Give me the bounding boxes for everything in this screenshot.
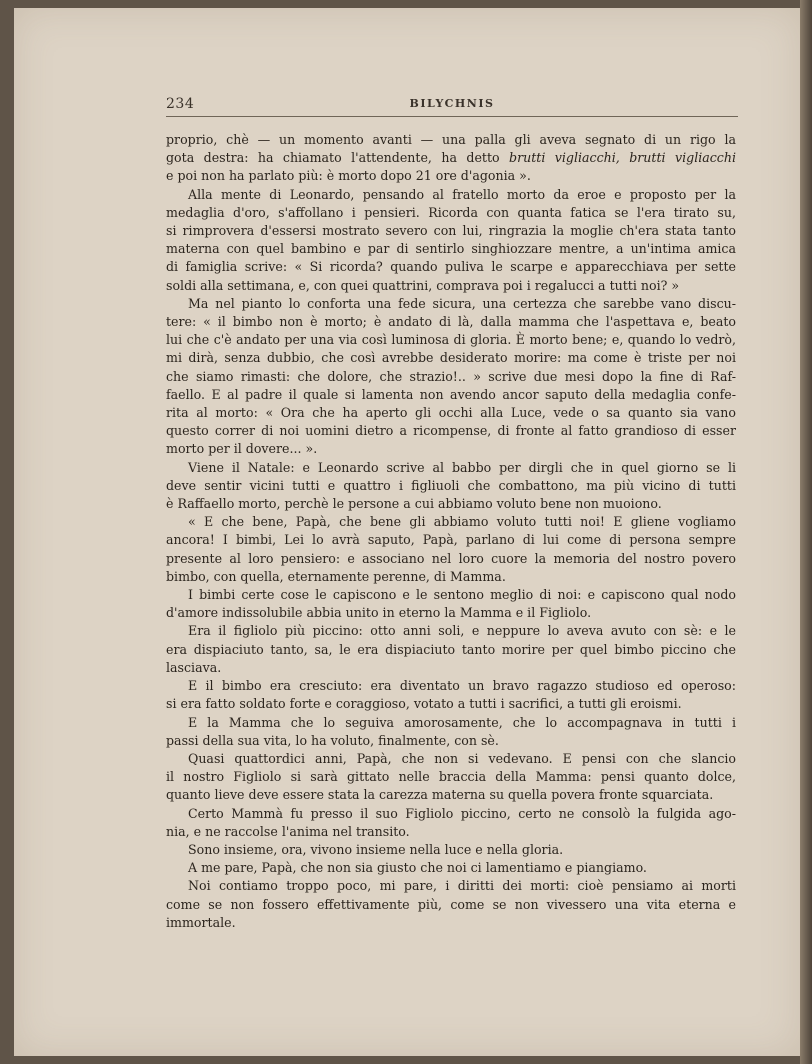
text-line [166,404,736,422]
text-line [166,349,736,367]
line-text: bimbo, con quella, eternamente perenne, di Mamma. [166,568,506,584]
text-line [166,258,736,276]
text-line [166,677,736,695]
line-text: che siamo rimasti: che dolore, che strazio!.. » scrive due mesi dopo la fine di Raf- [166,368,736,384]
line-text: era dispiaciuto tanto, sa, le era dispiaciuto tanto morire per quel bimbo piccino che [166,641,736,657]
line-text: di famiglia scrive: « Si ricorda? quando puliva le scarpe e apparecchiava per sette [166,259,736,275]
text-line [166,459,736,477]
line-text: faello. E al padre il quale si lamenta non avendo ancor saputo della medaglia confe- [166,386,736,402]
line-text: questo correr di noi uomini dietro a ricompense, di fronte al fatto grandioso di esser [166,423,736,439]
text-line [166,786,736,804]
line-text: I bimbi certe cose le capiscono e le sentono meglio di noi: e capiscono qual nodo [188,587,736,603]
line-text: materna con quel bambino e par di sentirlo singhiozzare mentre, a un'intima amica [166,241,736,257]
line-text: deve sentir vicini tutti e quattro i figliuoli che combattono, ma più vicino di tutti [166,477,736,493]
line-text: nia, e ne raccolse l'anima nel transito. [166,823,410,839]
line-text: Era il figliolo più piccino: otto anni soli, e neppure lo aveva avuto con sè: e le [188,623,736,639]
line-text: lui che c'è andato per una via così luminosa di gloria. È morto bene; e, quando lo vedrò, [166,332,736,348]
line-text: E il bimbo era cresciuto: era diventato un bravo ragazzo studioso ed operoso: [188,678,736,694]
line-text: E la Mamma che lo seguiva amorosamente, che lo accompagnava in tutti i [188,714,736,730]
text-line [166,222,736,240]
line-text: presente al loro pensiero: e associano nel loro cuore la memoria del nostro povero [166,550,736,566]
line-text: Viene il Natale: e Leonardo scrive al babbo per dirgli che in quel giorno se li [188,459,736,475]
page-header [166,96,738,117]
line-text: si rimprovera d'essersi mostrato severo con lui, ringrazia la moglie ch'era stata tanto [166,223,736,239]
line-text: il nostro Figliolo si sarà gittato nelle braccia della Mamma: pensi quanto dolce, [166,769,736,785]
text-line [166,295,736,313]
line-text: quanto lieve deve essere stata la carezza materna su quella povera fronte squarciata. [166,787,714,803]
text-line [166,531,736,549]
text-line [166,495,736,513]
line-text: mi dirà, senza dubbio, che così avrebbe desiderato morire: ma come è triste per noi [166,350,736,366]
text-line [166,841,736,859]
line-text: soldi alla settimana, e, con quei quattrini, comprava poi i regalucci a tutti noi? » [166,277,680,293]
text-line [166,313,736,331]
text-line [166,186,736,204]
line-text: medaglia d'oro, s'affollano i pensieri. Ricorda con quanta fatica se l'era tirato su, [166,204,736,220]
body-text [166,131,736,932]
text-line [166,768,736,786]
line-text: come se non fossero effettivamente più, come se non vivessero una vita eterna e [166,896,736,912]
line-text: Noi contiamo troppo poco, mi pare, i diritti dei morti: cioè pensiamo ai morti [188,878,736,894]
adjacent-page-edge [800,0,812,1064]
line-text: tere: « il bimbo non è morto; è andato di là, dalla mamma che l'aspettava e, beato [166,314,736,330]
line-text: gota destra: ha chiamato l'attendente, ha detto [166,150,510,166]
text-line [166,240,736,258]
text-line [166,277,736,295]
text-line [166,604,736,622]
text-line [166,386,736,404]
text-line [166,805,736,823]
text-line [166,622,736,640]
running-title: BILYCHNIS [409,97,495,110]
text-line [166,204,736,222]
page-number: 234 [166,96,195,112]
line-text: rita al morto: « Ora che ha aperto gli occhi alla Luce, vede o sa quanto sia vano [166,405,736,421]
text-line [166,732,736,750]
text-line [166,914,736,932]
line-text: è Raffaello morto, perchè le persone a cui abbiamo voluto bene non muoiono. [166,496,662,512]
line-text: lasciava. [166,659,222,675]
line-text: morto per il dovere... ». [166,441,318,457]
text-line [166,750,736,768]
text-line [166,896,736,914]
text-line [166,859,736,877]
text-line [166,586,736,604]
italic-quote: brutti vigliacchi, brutti vigliacchi [509,150,736,166]
line-text: Ma nel pianto lo conforta una fede sicura, una certezza che sarebbe vano discu- [188,295,736,311]
text-line [166,714,736,732]
text-line [166,149,736,167]
text-line [166,659,736,677]
text-line [166,422,736,440]
line-text: immortale. [166,914,236,930]
text-line [166,641,736,659]
text-line [166,823,736,841]
text-line [166,167,736,185]
line-text: ancora! I bimbi, Lei lo avrà saputo, Papà, parlano di lui come di persona sempre [166,532,736,548]
text-line [166,550,736,568]
line-text: A me pare, Papà, che non sia giusto che noi ci lamentiamo e piangiamo. [188,860,647,876]
text-line [166,477,736,495]
text-line [166,331,736,349]
line-text: d'amore indissolubile abbia unito in eterno la Mamma e il Figliolo. [166,605,592,621]
line-text: Certo Mammà fu presso il suo Figliolo piccino, certo ne consolò la fulgida ago- [188,805,736,821]
text-line [166,440,736,458]
line-text: proprio, chè — un momento avanti — una palla gli aveva segnato di un rigo la [166,132,736,147]
line-text: Alla mente di Leonardo, pensando al fratello morto da eroe e proposto per la [188,186,736,202]
text-line [166,368,736,386]
text-line [166,695,736,713]
line-text: e poi non ha parlato più: è morto dopo 21 ore d'agonia ». [166,168,531,184]
text-line [166,877,736,895]
line-text: passi della sua vita, lo ha voluto, finalmente, con sè. [166,732,499,748]
text-line [166,131,736,149]
line-text: « E che bene, Papà, che bene gli abbiamo voluto tutti noi! E gliene vogliamo [188,514,736,530]
text-line [166,513,736,531]
line-text: Sono insieme, ora, vivono insieme nella luce e nella gloria. [188,841,564,857]
text-line [166,568,736,586]
line-text: si era fatto soldato forte e coraggioso, votato a tutti i sacrifici, a tutti gli eroismi. [166,696,682,712]
line-text: Quasi quattordici anni, Papà, che non si vedevano. E pensi con che slancio [188,750,736,766]
